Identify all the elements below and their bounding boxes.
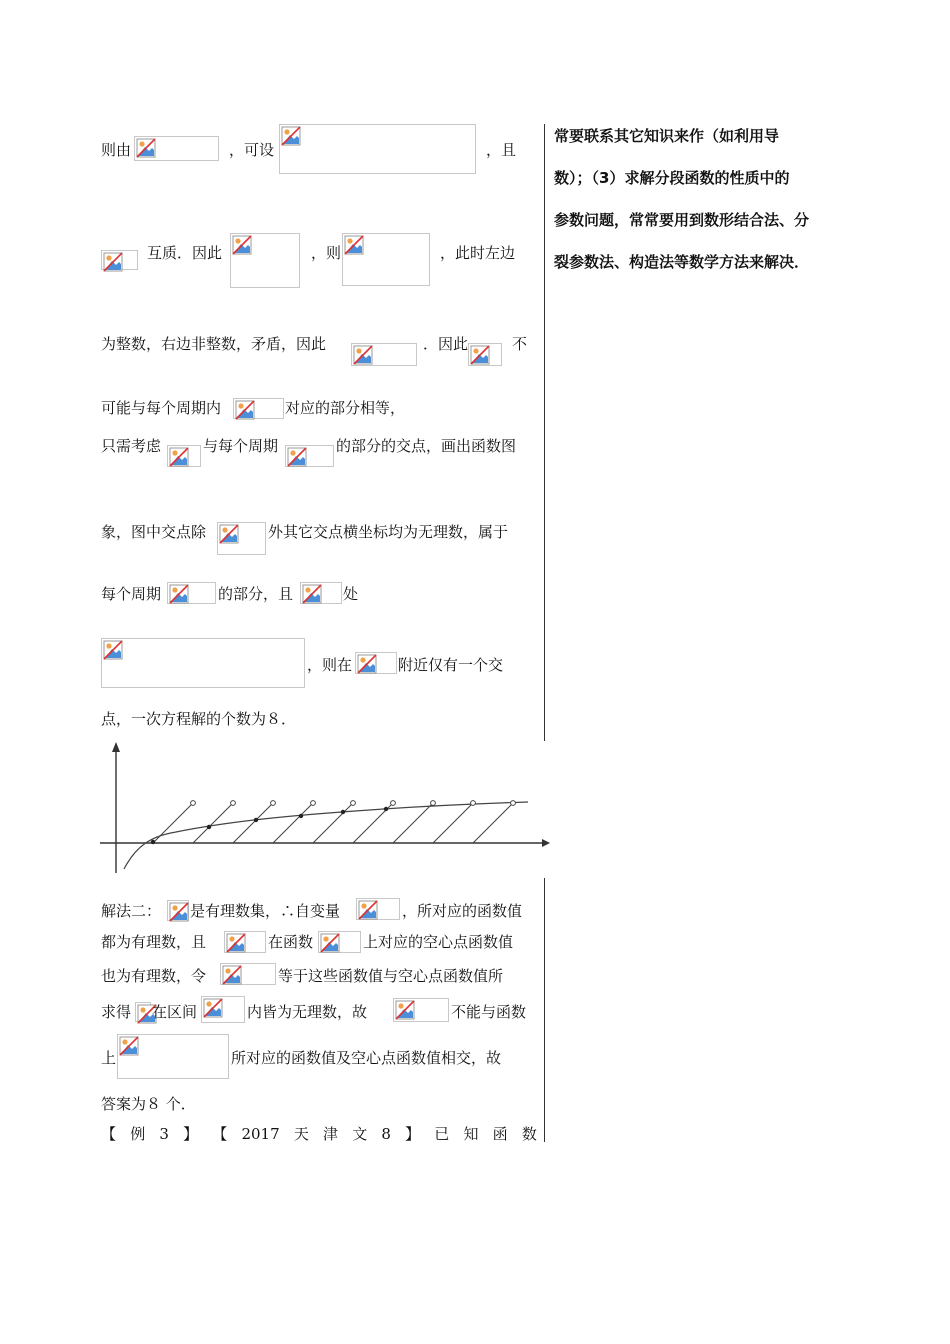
text-l6a: 象，图中交点除 [101, 523, 207, 541]
broken-image-icon [136, 138, 156, 158]
text-l1c: ，且 [486, 141, 517, 159]
broken-image-icon [222, 965, 242, 985]
text-l8b: 附近仅有一个交 [398, 656, 504, 674]
formula-image [285, 445, 334, 467]
text-l12b: 等于这些函数值与空心点函数值所 [278, 967, 504, 985]
column-divider-lower [544, 878, 545, 1142]
formula-image [167, 900, 189, 921]
text-l13c: 内皆为无理数，故 [247, 1003, 368, 1021]
text-l3c: 不 [512, 335, 528, 353]
text-l4a: 可能与每个周期内 [101, 399, 222, 417]
broken-image-icon [103, 640, 123, 660]
text-l14a: 上 [101, 1049, 117, 1067]
function-graph [96, 738, 551, 873]
broken-image-icon [353, 345, 373, 365]
text-l2c: ，此时左边 [440, 244, 516, 262]
formula-image [356, 898, 400, 920]
formula-image [300, 582, 342, 604]
formula-image [101, 250, 138, 270]
broken-image-icon [232, 235, 252, 255]
broken-image-icon [357, 654, 377, 674]
header-token: 【 [101, 1125, 117, 1143]
text-l3a: 为整数，右边非整数，矛盾，因此 [101, 335, 327, 353]
text-l15: 答案为８ 个． [101, 1095, 196, 1113]
formula-image [230, 233, 300, 288]
broken-image-icon [235, 400, 255, 420]
formula-image [318, 931, 361, 953]
text-l10a: 解法二： [101, 902, 162, 920]
side-line-4: 裂参数法、构造法等数学方法来解决． [554, 253, 810, 271]
formula-image [224, 931, 266, 953]
formula-image [351, 343, 417, 366]
broken-image-icon [344, 235, 364, 255]
broken-image-icon [395, 1000, 415, 1020]
header-token: 函 [492, 1125, 508, 1143]
header-token: 2017 [241, 1125, 280, 1143]
text-l8a: ，则在 [307, 656, 353, 674]
formula-image [167, 582, 216, 604]
text-l7b: 的部分，且 [218, 585, 294, 603]
text-l1a: 则由 [101, 141, 132, 159]
text-l13d: 不能与函数 [451, 1003, 527, 1021]
formula-image [355, 652, 397, 674]
broken-image-icon [281, 126, 301, 146]
broken-image-icon [470, 345, 490, 365]
text-l7a: 每个周期 [101, 585, 162, 603]
broken-image-icon [169, 584, 189, 604]
header-token: 】 [405, 1125, 421, 1143]
text-l14b: 所对应的函数值及空心点函数值相交，故 [231, 1049, 502, 1067]
header-token: 【 [212, 1125, 228, 1143]
broken-image-icon [169, 902, 189, 922]
formula-image [342, 233, 430, 286]
text-l13a: 求得 [101, 1003, 132, 1021]
header-token: 8 [381, 1125, 391, 1143]
broken-image-icon [119, 1036, 139, 1056]
text-l10b: 是有理数集，∴自变量 [190, 902, 341, 920]
text-l3b: ．因此 [423, 335, 469, 353]
header-token: 已 [434, 1125, 450, 1143]
formula-image [135, 1002, 151, 1022]
text-l2a: 互质．因此 [147, 244, 223, 262]
broken-image-icon [103, 252, 123, 272]
header-token: 文 [352, 1125, 368, 1143]
header-token: 知 [463, 1125, 479, 1143]
broken-image-icon [358, 900, 378, 920]
text-l6b: 外其它交点横坐标均为无理数，属于 [268, 523, 509, 541]
broken-image-icon [203, 998, 223, 1018]
formula-image [468, 343, 502, 366]
side-line-3: 参数问题，常常要用到数形结合法、分 [554, 211, 810, 229]
formula-image [167, 445, 201, 467]
formula-image [101, 638, 305, 688]
broken-image-icon [226, 933, 246, 953]
text-l12a: 也为有理数，令 [101, 967, 207, 985]
column-divider [544, 124, 545, 741]
header-token: 天 [293, 1125, 309, 1143]
text-l5b: 与每个周期 [203, 437, 279, 455]
header-token: 津 [323, 1125, 339, 1143]
header-token: 3 [159, 1125, 169, 1143]
text-l7c: 处 [343, 585, 359, 603]
example-header [101, 1124, 537, 1144]
text-l11b: 在函数 [268, 933, 314, 951]
text-l5a: 只需考虑 [101, 437, 162, 455]
text-l10c: ，所对应的函数值 [402, 902, 523, 920]
text-l11c: 上对应的空心点函数值 [363, 933, 514, 951]
header-token: 数 [521, 1125, 537, 1143]
text-l4b: 对应的部分相等， [285, 399, 406, 417]
broken-image-icon [169, 447, 189, 467]
side-line-2: 数）；（3）求解分段函数的性质中的 [554, 169, 790, 187]
broken-image-icon [219, 524, 239, 544]
formula-image [279, 124, 476, 174]
side-line-1: 常要联系其它知识来作（如利用导 [554, 127, 780, 145]
text-l5c: 的部分的交点，画出函数图 [336, 437, 517, 455]
broken-image-icon [287, 447, 307, 467]
formula-image [201, 996, 245, 1023]
text-l13b: 在区间 [152, 1003, 198, 1021]
header-token: 】 [183, 1125, 199, 1143]
formula-image [233, 398, 284, 419]
text-l1b: ，可设 [229, 141, 275, 159]
text-l11a: 都为有理数，且 [101, 933, 207, 951]
text-l2b: ，则 [311, 244, 342, 262]
text-l9: 点，一次方程解的个数为８． [101, 710, 297, 728]
broken-image-icon [302, 584, 322, 604]
formula-image [217, 522, 266, 555]
formula-image [220, 963, 276, 985]
formula-image [393, 998, 449, 1022]
formula-image [117, 1034, 229, 1079]
header-token: 例 [130, 1125, 146, 1143]
broken-image-icon [320, 933, 340, 953]
formula-image [134, 136, 219, 161]
